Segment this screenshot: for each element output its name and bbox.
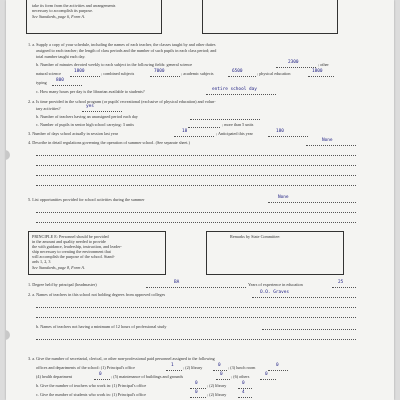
item3a-line2 (213, 370, 227, 371)
degree-value: BA (174, 280, 180, 285)
item4-line2 (36, 165, 356, 166)
top-box-line3: See Standards, page 6, Form A. (32, 14, 86, 19)
item3a-lib: ; (2) library (183, 365, 203, 370)
top-box-line2: necessary to accomplish its purpose. (32, 8, 94, 13)
principle-line7: See Standards, page 8, Form A. (32, 265, 86, 270)
item2a-text: 2. a. Is time provided in the school program (or pupils' recreational (exclusive of physical education) and volun- (28, 99, 216, 104)
item1c-value: entire school day (212, 87, 257, 92)
item3-anticipated-line (268, 136, 308, 137)
item3c-line2 (238, 397, 252, 398)
names-line0 (262, 329, 356, 330)
item3-days-text: 3. Number of days school actually in session last year (28, 131, 119, 136)
item1b-other: ; other (318, 62, 329, 67)
years-line (332, 287, 356, 288)
item1b2-value2: 7000 (154, 69, 165, 74)
item3b-text: b. Give the number of teachers who work in: (1) Principal's office (36, 383, 147, 388)
names-text: b. Names of teachers not having a minimum of 12 hours of professional study (36, 324, 167, 329)
item3a3-line1 (94, 379, 110, 380)
item3a-line3 (268, 370, 288, 371)
item1b-line (276, 67, 316, 68)
item1b2-line4 (308, 76, 334, 77)
item1b2-pe: ; physical education (257, 71, 291, 76)
item1b-text: b. Number of minutes devoted weekly to each subject in the following fields: general science (36, 62, 193, 67)
item3a-v2: 0 (218, 363, 221, 368)
item1b3-line (52, 85, 82, 86)
item3a-v3: 0 (276, 363, 279, 368)
item1b2-value3: 6500 (232, 69, 243, 74)
item4-line3 (36, 175, 356, 176)
item3-days-value: 18 (182, 129, 188, 134)
form-page (6, 0, 394, 400)
item1b2-value: 1800 (74, 69, 85, 74)
item3a3-v3: 0 (265, 372, 268, 377)
item3a-lunch: ; (3) lunch room (228, 365, 256, 370)
item1b2-value4: 1800 (312, 69, 323, 74)
item3a-text2: offices and departments of the school: (1) Principal's office (36, 365, 135, 370)
item3c-v2: 4 (242, 390, 245, 395)
item3b-lib: ; (2) library (207, 383, 227, 388)
item3c-v1: 0 (195, 390, 198, 395)
item1b3-value: 800 (56, 78, 64, 83)
item1a-text: 1. a. Supply a copy of your schedule, including the names of each teacher, the classes taught by and other duties (28, 42, 216, 47)
item4-value: None (322, 138, 333, 143)
item2c-line (188, 127, 220, 128)
item4-line0 (306, 145, 356, 146)
degree2-line (252, 297, 356, 298)
degree2-value: O.O. Graves (260, 290, 290, 295)
item2c-text: c. Number of pupils in senior high school carrying: 3 units (36, 122, 135, 127)
item1b2-line3 (228, 76, 256, 77)
item3b-v2: 0 (242, 381, 245, 386)
item4-text: 4. Describe in detail regulations governing the operation of summer school. (See separate sheet.) (28, 140, 190, 145)
principle-line4: ship necessary to creating the environment that (32, 249, 111, 254)
item5-line2 (36, 222, 356, 223)
item2a-value: yes (86, 104, 94, 109)
item3c-text: c. Give the number of students who work in: (1) Principal's office (36, 392, 146, 397)
item4-line4 (36, 185, 356, 186)
item3-days-line (174, 136, 214, 137)
degree2-line1 (36, 307, 356, 308)
years-value: 25 (338, 280, 344, 285)
item3b-v1: 0 (195, 381, 198, 386)
degree-line (146, 287, 246, 288)
principle-line2: in the amount and quality needed to provide (32, 239, 106, 244)
item3a3-line3 (260, 379, 276, 380)
principle-line3: the with guidance, leadership, instruction, and leader- (32, 244, 122, 249)
item1c-text: c. How many hours per day is the librarian available to students? (36, 89, 145, 94)
years-text: Years of experience in education (248, 282, 303, 287)
item2c-text2: ; more than 5 units (222, 122, 254, 127)
item3a3-others: ; (6) others (231, 374, 250, 379)
item5-line1 (36, 212, 356, 213)
item3b-line1 (190, 388, 206, 389)
item3a3-line2 (216, 379, 230, 380)
item3a-text3: (4) health department (36, 374, 73, 379)
item1b2-line2 (150, 76, 180, 77)
item2a-line (82, 111, 122, 112)
item1a-text2: assigned to each teacher; the length of class periods and the number of such pupils in each class period; and (36, 48, 217, 53)
item1a-text3: total number taught each day. (36, 54, 86, 59)
principle-line1: PRINCIPLE E: Personnel should be provided (32, 234, 109, 239)
item5-text: 5. List opportunities provided for school activities during the summer (28, 197, 145, 202)
item5-value: None (278, 195, 289, 200)
item3a-text: 3. a. Give the number of secretarial, clerical, or other non-professional paid personnel assigned to the following (28, 356, 215, 361)
top-remarks-box (202, 0, 338, 34)
item2b-text: b. Number of teachers having an unassigned period each day (36, 114, 138, 119)
item1b2-line1 (70, 76, 100, 77)
item1b2-acad: ; academic subjects (181, 71, 214, 76)
item3-anticipated: ; Anticipated this year (216, 131, 253, 136)
names-line1 (36, 339, 356, 340)
item1b2-mid: ; combined subjects (101, 71, 135, 76)
item3b-line2 (238, 388, 252, 389)
degree2-text: 2. a. Names of teachers in this school not holding degrees from approved colleges (28, 292, 166, 297)
item3a3-v1: 0 (99, 372, 102, 377)
item3-anticipated-value: 180 (276, 129, 284, 134)
item3a3-v2: 0 (220, 372, 223, 377)
item3a-line1 (166, 370, 182, 371)
item2a-text2: tary activities? (36, 106, 61, 111)
principle-line5: will accomplish the purpose of the school. Stand- (32, 254, 115, 259)
item1b2-label: natural science (36, 71, 61, 76)
punch-hole-bottom (6, 330, 10, 340)
principle-line6: ards 1, 2, 3 (32, 259, 51, 264)
item1b3-label: typing (36, 80, 47, 85)
degree2-line2 (36, 317, 356, 318)
item3a3-maint: ; (5) maintenance of buildings and grounds (111, 374, 184, 379)
item3c-line1 (190, 397, 206, 398)
degree-text: 1. Degree held by principal (headmaster) (28, 282, 97, 287)
item3a-v1: 1 (171, 363, 174, 368)
item4-line1 (36, 155, 356, 156)
item2b-line (190, 119, 260, 120)
punch-hole-top (6, 150, 10, 160)
item3c-lib: ; (2) library (207, 392, 227, 397)
remarks-label: Remarks by State Committee: (230, 234, 281, 239)
item1c-line (206, 94, 276, 95)
item5-line0 (268, 202, 356, 203)
top-box-line1: take its form from the activities and arrangements (32, 3, 116, 8)
item1b-value: 2300 (288, 60, 299, 65)
